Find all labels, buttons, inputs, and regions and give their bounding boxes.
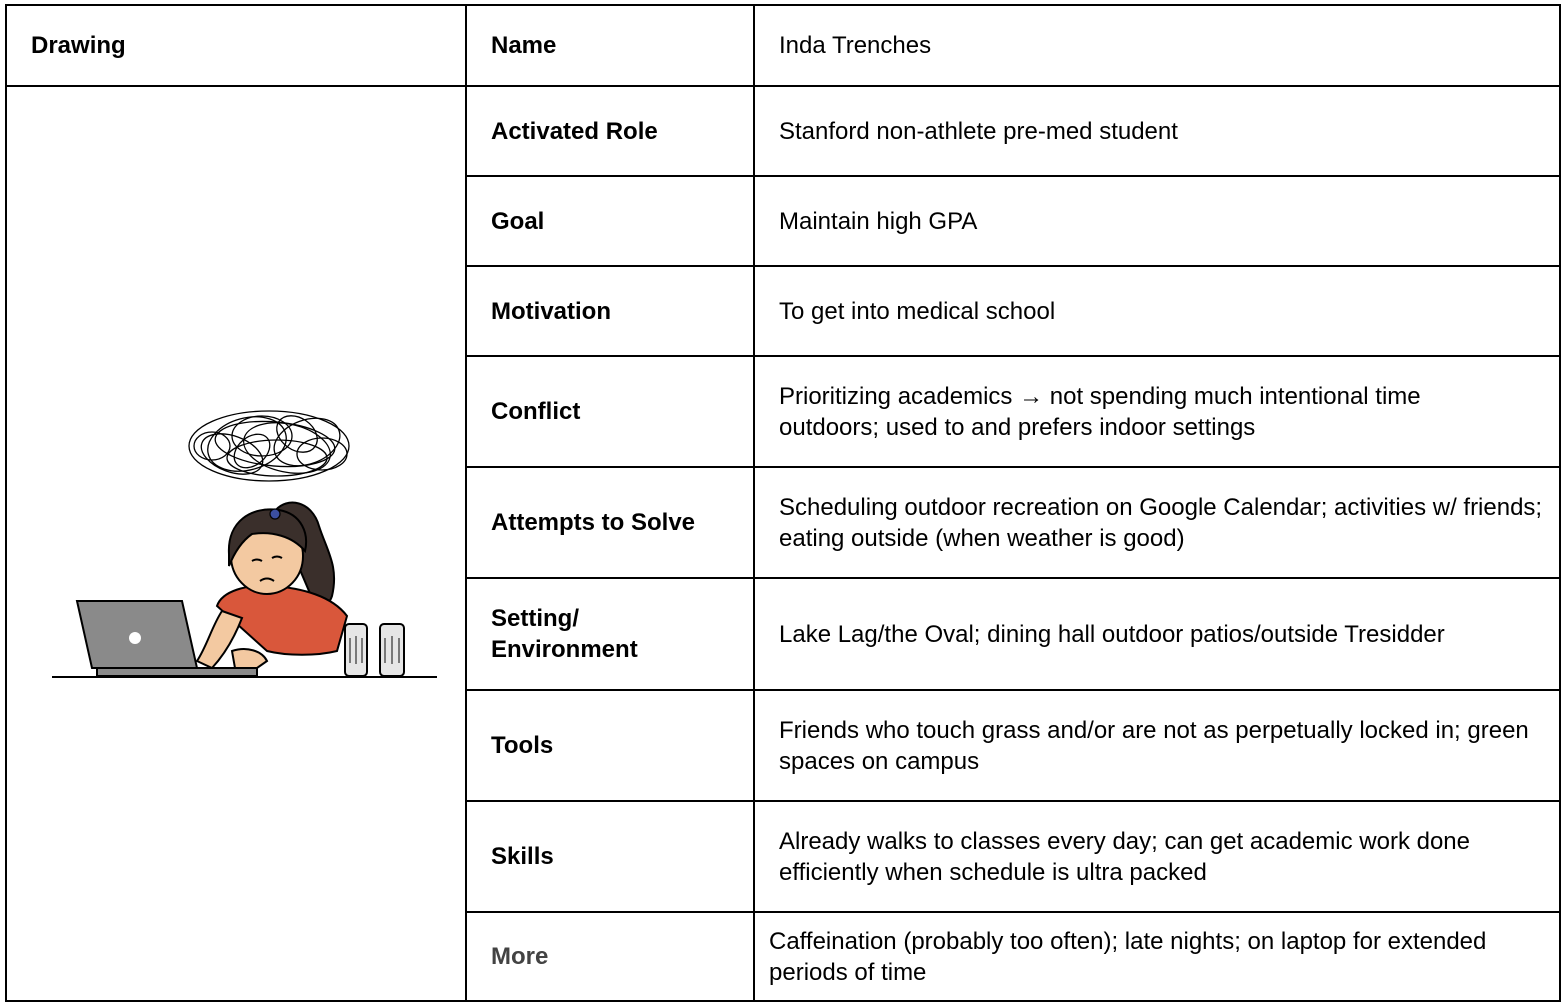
row-label-tools: Tools <box>491 732 554 759</box>
row-label-setting-environment: Setting/ Environment <box>491 605 638 663</box>
column-divider <box>465 6 467 1000</box>
persona-table <box>5 4 1561 1002</box>
row-value-more: Caffeination (probably too often); late nights; on laptop for extended periods of time <box>769 927 1487 986</box>
drawing-header: Drawing <box>31 32 126 59</box>
row-value-motivation: To get into medical school <box>779 297 1056 325</box>
laptop-base <box>97 668 257 676</box>
row-value-setting-environment: Lake Lag/the Oval; dining hall outdoor patios/outside Tresidder <box>779 620 1445 648</box>
row-label-attempts-to-solve: Attempts to Solve <box>491 509 696 536</box>
hand <box>232 649 267 668</box>
row-value-skills: Already walks to classes every day; can get academic work done efficiently when schedule is ultra packed <box>779 827 1470 886</box>
energy-drink-can-icon <box>345 624 367 676</box>
row-value-tools: Friends who touch grass and/or are not as perpetually locked in; green spaces on campus <box>779 716 1529 775</box>
row-value-goal: Maintain high GPA <box>779 207 978 235</box>
persona-drawing <box>47 406 447 696</box>
row-label-skills: Skills <box>491 843 554 870</box>
stress-scribble-icon <box>189 408 349 482</box>
name-value: Inda Trenches <box>779 32 932 59</box>
row-label-conflict: Conflict <box>491 398 581 425</box>
hair-tie <box>270 509 280 519</box>
row-label-activated-role: Activated Role <box>491 117 658 145</box>
row-value-activated-role: Stanford non-athlete pre-med student <box>779 117 1178 145</box>
column-divider <box>753 6 755 1000</box>
row-value-conflict: Prioritizing academics → not spending much intentional time outdoors; used to and prefers indoor settings <box>779 382 1421 441</box>
row-label-goal: Goal <box>491 207 545 235</box>
name-label: Name <box>491 32 557 59</box>
energy-drink-can-icon <box>380 624 404 676</box>
laptop-logo-icon <box>129 632 141 644</box>
row-label-more: More <box>491 943 549 970</box>
row-label-motivation: Motivation <box>491 297 611 325</box>
row-value-attempts-to-solve: Scheduling outdoor recreation on Google Calendar; activities w/ friends; eating outside (when weather is good) <box>779 493 1543 552</box>
